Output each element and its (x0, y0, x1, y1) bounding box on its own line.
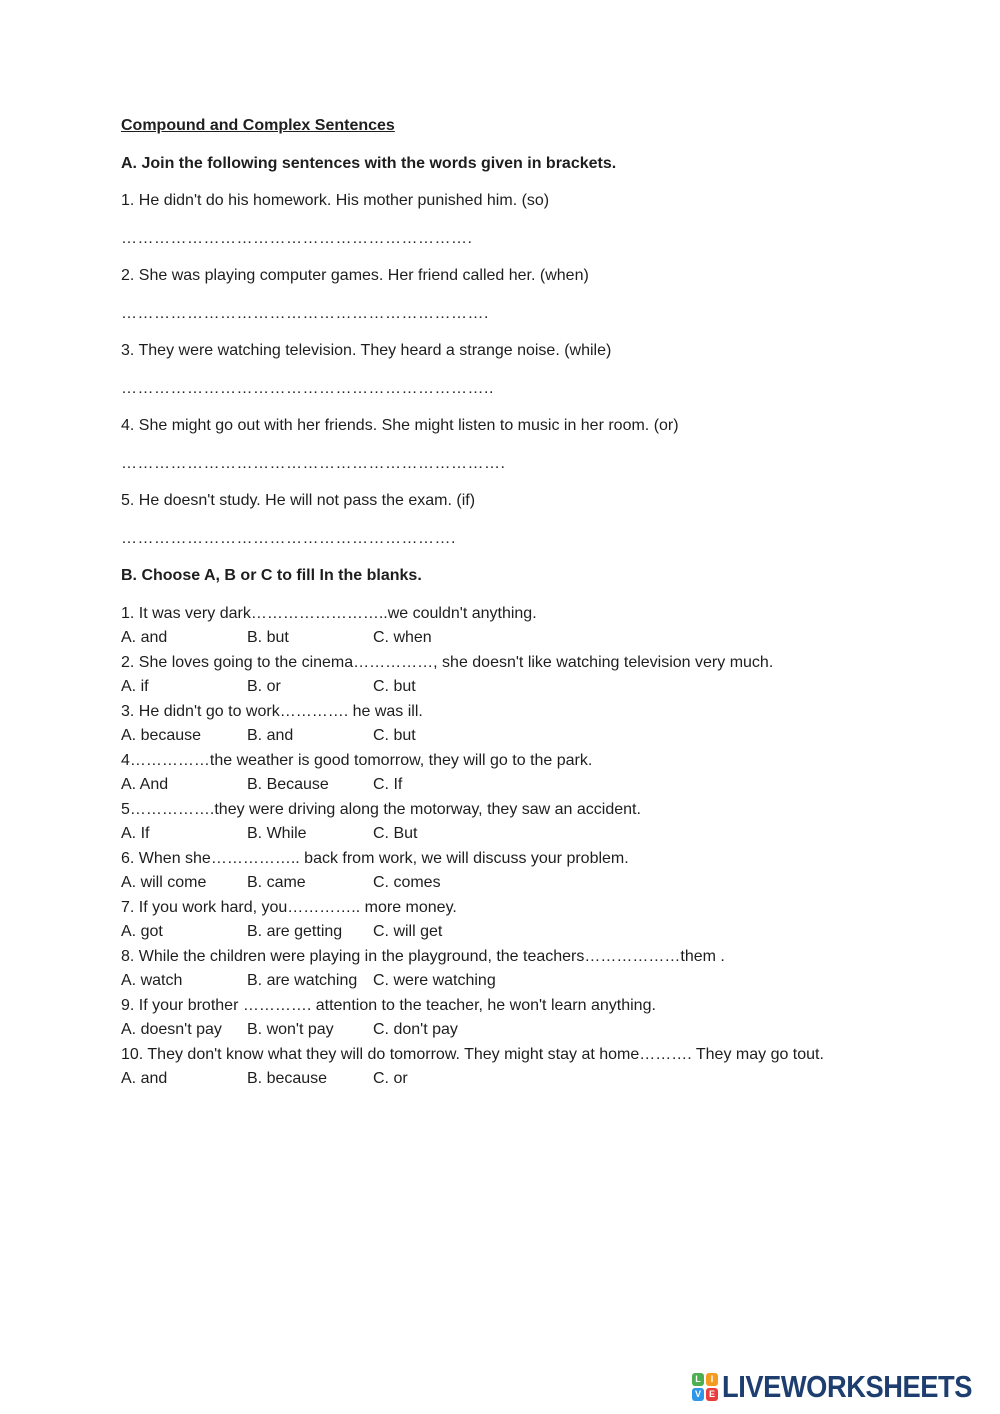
exercise-b-question-1: 1. It was very dark……………………..we couldn't anything. (121, 604, 537, 622)
exercise-b-question-block-3 (121, 700, 941, 749)
exercise-b-question-4: 4……………the weather is good tomorrow, they will go to the park. (121, 751, 593, 769)
logo-tile-e: E (706, 1388, 718, 1401)
option-a[interactable]: A. watch (121, 972, 183, 989)
exercise-a-sentence-4: 4. She might go out with her friends. She might listen to music in her room. (or) (121, 417, 679, 434)
logo-tile-l: L (692, 1373, 704, 1386)
exercise-b-options-10 (121, 1067, 941, 1092)
option-c[interactable]: C. don't pay (373, 1021, 458, 1038)
exercise-b-options-1 (121, 626, 941, 651)
exercise-b-question-6: 6. When she…………….. back from work, we will discuss your problem. (121, 849, 629, 867)
exercise-b-options-8 (121, 969, 941, 994)
exercise-b-question-block-2 (121, 651, 941, 700)
exercise-b-question-block-4 (121, 749, 941, 798)
option-c[interactable]: C. when (373, 629, 432, 646)
option-b[interactable]: B. won't pay (247, 1021, 334, 1038)
option-a[interactable]: A. will come (121, 874, 207, 891)
option-b[interactable]: B. are getting (247, 923, 343, 940)
option-a[interactable]: A. If (121, 825, 150, 842)
exercise-a-sentence-2: 2. She was playing computer games. Her friend called her. (when) (121, 267, 589, 284)
exercise-b-question-block-1 (121, 602, 941, 651)
exercise-b-options-7 (121, 920, 941, 945)
logo-tile-v: V (692, 1388, 704, 1401)
liveworksheets-logo-icon (692, 1373, 718, 1401)
liveworksheets-logo[interactable] (692, 1371, 1000, 1402)
exercise-a-sentence-1: 1. He didn't do his homework. His mother punished him. (so) (121, 192, 550, 209)
exercise-b-options-3 (121, 724, 941, 749)
exercise-b-question-8: 8. While the children were playing in the playground, the teachers………………them . (121, 947, 725, 965)
exercise-b-question-9: 9. If your brother …………. attention to the teacher, he won't learn anything. (121, 996, 656, 1014)
option-a[interactable]: A. and (121, 1070, 168, 1087)
answer-line-4[interactable]: ……………………………………………………………. (121, 454, 506, 472)
option-a[interactable]: A. if (121, 678, 149, 695)
option-a[interactable]: A. got (121, 923, 163, 940)
option-a[interactable]: A. And (121, 776, 169, 793)
exercise-b-options-2 (121, 675, 941, 700)
worksheet-title: Compound and Complex Sentences (121, 117, 395, 134)
answer-line-3[interactable]: ………………………………………………………….. (121, 379, 494, 397)
option-a[interactable]: A. because (121, 727, 202, 744)
exercise-b-question-7: 7. If you work hard, you………….. more money. (121, 898, 457, 916)
option-b[interactable]: B. are watching (247, 972, 358, 989)
exercise-b-question-block-10 (121, 1043, 941, 1092)
option-a[interactable]: A. doesn't pay (121, 1021, 222, 1038)
logo-tile-i: I (706, 1373, 718, 1386)
exercise-b-options-9 (121, 1018, 941, 1043)
exercise-b-question-block-9 (121, 994, 941, 1043)
answer-line-2[interactable]: …………………………………………………………. (121, 304, 489, 322)
option-b[interactable]: B. and (247, 727, 294, 744)
exercise-a-sentence-3: 3. They were watching television. They heard a strange noise. (while) (121, 342, 612, 359)
option-c[interactable]: C. comes (373, 874, 441, 891)
exercise-b-question-5: 5…………….they were driving along the motorway, they saw an accident. (121, 800, 641, 818)
exercise-b-question-3: 3. He didn't go to work…………. he was ill. (121, 702, 423, 720)
exercise-b-question-block-7 (121, 896, 941, 945)
exercise-b-question-block-5 (121, 798, 941, 847)
exercise-b-options-5 (121, 822, 941, 847)
exercise-b-options-6 (121, 871, 941, 896)
option-b[interactable]: B. came (247, 874, 306, 891)
answer-line-5[interactable]: ……………………………………………………. (121, 529, 456, 547)
exercise-b-question-block-8 (121, 945, 941, 994)
option-c[interactable]: C. or (373, 1070, 408, 1087)
option-a[interactable]: A. and (121, 629, 168, 646)
option-b[interactable]: B. because (247, 1070, 328, 1087)
exercise-a-sentence-5: 5. He doesn't study. He will not pass the exam. (if) (121, 492, 476, 509)
option-b[interactable]: B. Because (247, 776, 329, 793)
exercise-b-question-10: 10. They don't know what they will do tomorrow. They might stay at home………. They may go tout. (121, 1045, 824, 1063)
option-b[interactable]: B. but (247, 629, 289, 646)
answer-line-1[interactable]: ………………………………………………………. (121, 229, 473, 247)
section-b-heading: B. Choose A, B or C to fill In the blanks. (121, 567, 422, 584)
option-c[interactable]: C. but (373, 727, 416, 744)
liveworksheets-wordmark: LIVEWORKSHEETS (722, 1369, 973, 1404)
option-c[interactable]: C. were watching (373, 972, 496, 989)
exercise-b-question-2: 2. She loves going to the cinema……………, she doesn't like watching television very much. (121, 653, 774, 671)
section-a-heading: A. Join the following sentences with the words given in brackets. (121, 154, 617, 172)
exercise-b-question-block-6 (121, 847, 941, 896)
option-c[interactable]: C. but (373, 678, 416, 695)
option-c[interactable]: C. But (373, 825, 418, 842)
option-b[interactable]: B. While (247, 825, 307, 842)
worksheet-content (121, 114, 941, 1092)
option-c[interactable]: C. will get (373, 923, 443, 940)
option-c[interactable]: C. If (373, 776, 403, 793)
option-b[interactable]: B. or (247, 678, 281, 695)
exercise-b-options-4 (121, 773, 941, 798)
